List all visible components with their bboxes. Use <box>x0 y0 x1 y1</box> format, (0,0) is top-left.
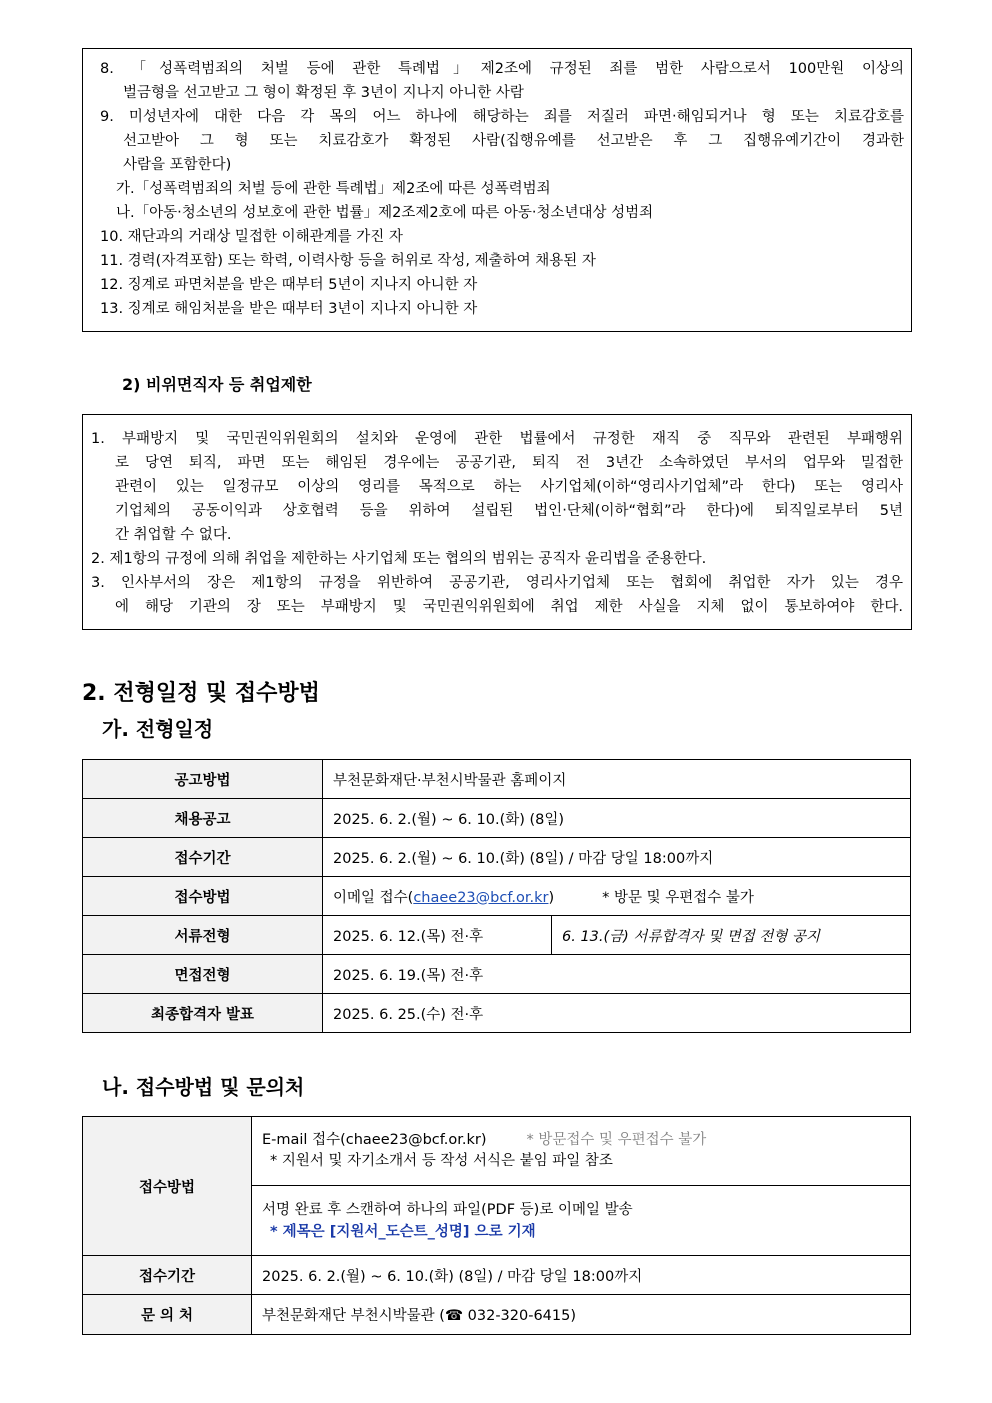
restriction-box <box>82 414 912 630</box>
restriction-item-3-line-2: 에 해당 기관의 장 또는 부패방지 및 국민권익위원회에 취업 제한 사실을 지체 없이 통보하여야 한다. <box>115 599 903 615</box>
item-12: 12. 징계로 파면처분을 받은 때부터 5년이 지나지 아니한 자 <box>100 277 478 293</box>
method-prefix: 이메일 접수( <box>333 889 414 906</box>
method-value <box>323 877 911 916</box>
item-13: 13. 징계로 해임처분을 받은 때부터 3년이 지나지 아니한 자 <box>100 301 478 317</box>
phone-icon: ☎ <box>444 1308 464 1324</box>
restriction-item-1-line-2: 로 당연 퇴직, 파면 또는 해임된 경우에는 공공기관, 퇴직 전 3년간 소속하였던 부서의 업무와 밀접한 <box>115 455 903 471</box>
apply-scan-line: 서명 완료 후 스캔하여 하나의 파일(PDF 등)로 이메일 발송 <box>262 1201 633 1218</box>
period-label: 접수기간 <box>83 838 323 877</box>
restriction-item-1-line-1: 1. 부패방지 및 국민권익위원회의 설치와 운영에 관한 법률에서 규정한 재직 중 직무와 관련된 부패행위 <box>91 431 903 447</box>
schedule-table <box>82 759 911 1033</box>
final-label: 최종합격자 발표 <box>83 994 323 1033</box>
disqualification-box <box>82 48 912 332</box>
table-row <box>83 1117 911 1186</box>
apply-form-note: * 지원서 및 자기소개서 등 작성 서식은 붙임 파일 참조 <box>270 1153 613 1169</box>
restriction-heading: 2) 비위면직자 등 취업제한 <box>122 375 312 394</box>
contact-text: 부천문화재단 부천시박물관 ( <box>262 1308 445 1324</box>
table-row <box>83 760 911 799</box>
apply-email-cell <box>252 1117 911 1186</box>
item-8-line-2: 벌금형을 선고받고 그 형이 확정된 후 3년이 지나지 아니한 사람 <box>123 85 524 101</box>
apply-scan-cell <box>252 1186 911 1256</box>
table-row <box>83 1256 911 1295</box>
interview-value: 2025. 6. 19.(목) 전·후 <box>323 955 911 994</box>
period-value: 2025. 6. 2.(월) ~ 6. 10.(화) (8일) / 마감 당일 18:00까지 <box>323 838 911 877</box>
phone-number: 032-320-6415) <box>463 1308 577 1324</box>
document-value: 2025. 6. 12.(목) 전·후 <box>323 916 552 955</box>
restriction-item-1-line-4: 기업체의 공동이익과 상호협력 등을 위하여 설립된 법인‧단체(이하“협회”라 한다)에 퇴직일로부터 5년 <box>115 503 903 519</box>
item-9-line-1: 9. 미성년자에 대한 다음 각 목의 어느 하나에 해당하는 죄를 저질러 파면‧해임되거나 형 또는 치료감호를 <box>100 109 904 125</box>
method-note: * 방문 및 우편접수 불가 <box>602 889 754 906</box>
table-row <box>83 1295 911 1335</box>
contact-value <box>252 1295 911 1335</box>
table-row <box>83 838 911 877</box>
section-2-title: 2. 전형일정 및 접수방법 <box>82 681 320 706</box>
document-label: 서류전형 <box>83 916 323 955</box>
restriction-item-1-line-5: 간 취업할 수 없다. <box>115 527 232 543</box>
document-note: 6. 13.(금) 서류합격자 및 면접 전형 공지 <box>552 916 911 955</box>
apply-email-line: E-mail 접수(chaee23@bcf.or.kr) <box>262 1132 487 1148</box>
table-row <box>83 877 911 916</box>
method-suffix: ) <box>548 889 555 906</box>
method-label: 접수방법 <box>83 877 323 916</box>
interview-label: 면접전형 <box>83 955 323 994</box>
item-11: 11. 경력(자격포함) 또는 학력, 이력사항 등을 허위로 작성, 제출하여 채용된 자 <box>100 253 596 269</box>
notice-value: 부천문화재단·부천시박물관 홈페이지 <box>323 760 911 799</box>
table-row <box>83 799 911 838</box>
item-9-ga: 가.「성폭력범죄의 처벌 등에 관한 특례법」제2조에 따른 성폭력범죄 <box>116 181 551 197</box>
item-9-line-2: 선고받아 그 형 또는 치료감호가 확정된 사람(집행유예를 선고받은 후 그 집행유예기간이 경과한 <box>123 133 904 149</box>
apply-subtitle: 나. 접수방법 및 문의처 <box>102 1075 305 1099</box>
restriction-item-3-line-1: 3. 인사부서의 장은 제1항의 규정을 위반하여 공공기관, 영리사기업체 또는 협회에 취업한 자가 있는 경우 <box>91 575 903 591</box>
email-link[interactable]: chaee23@bcf.or.kr <box>413 889 549 906</box>
recruit-value: 2025. 6. 2.(월) ~ 6. 10.(화) (8일) <box>323 799 911 838</box>
apply-email-note: * 방문접수 및 우편접수 불가 <box>526 1132 707 1148</box>
notice-label: 공고방법 <box>83 760 323 799</box>
schedule-subtitle: 가. 전형일정 <box>102 717 214 741</box>
apply-method-label: 접수방법 <box>83 1117 252 1256</box>
apply-table <box>82 1116 911 1335</box>
item-9-line-3: 사람을 포함한다) <box>123 157 232 173</box>
item-8-line-1: 8. 「성폭력범죄의 처벌 등에 관한 특례법」제2조에 규정된 죄를 범한 사람으로서 100만원 이상의 <box>100 61 904 77</box>
apply-subject-note: * 제목은 [지원서_도슨트_성명] 으로 기재 <box>270 1223 536 1240</box>
item-9-na: 나.「아동‧청소년의 성보호에 관한 법률」제2조제2호에 따른 아동‧청소년대상 성범죄 <box>116 205 654 221</box>
contact-label: 문 의 처 <box>83 1295 252 1335</box>
recruit-label: 채용공고 <box>83 799 323 838</box>
restriction-item-1-line-3: 관련이 있는 일정규모 이상의 영리를 목적으로 하는 사기업체(이하“영리사기업체”라 한다) 또는 영리사 <box>115 479 903 495</box>
apply-period-value: 2025. 6. 2.(월) ~ 6. 10.(화) (8일) / 마감 당일 18:00까지 <box>252 1256 911 1295</box>
apply-period-label: 접수기간 <box>83 1256 252 1295</box>
final-value: 2025. 6. 25.(수) 전·후 <box>323 994 911 1033</box>
item-10: 10. 재단과의 거래상 밀접한 이해관계를 가진 자 <box>100 229 403 245</box>
table-row <box>83 994 911 1033</box>
table-row <box>83 955 911 994</box>
table-row <box>83 916 911 955</box>
restriction-item-2: 2. 제1항의 규정에 의해 취업을 제한하는 사기업체 또는 협의의 범위는 공직자 윤리법을 준용한다. <box>91 551 707 567</box>
